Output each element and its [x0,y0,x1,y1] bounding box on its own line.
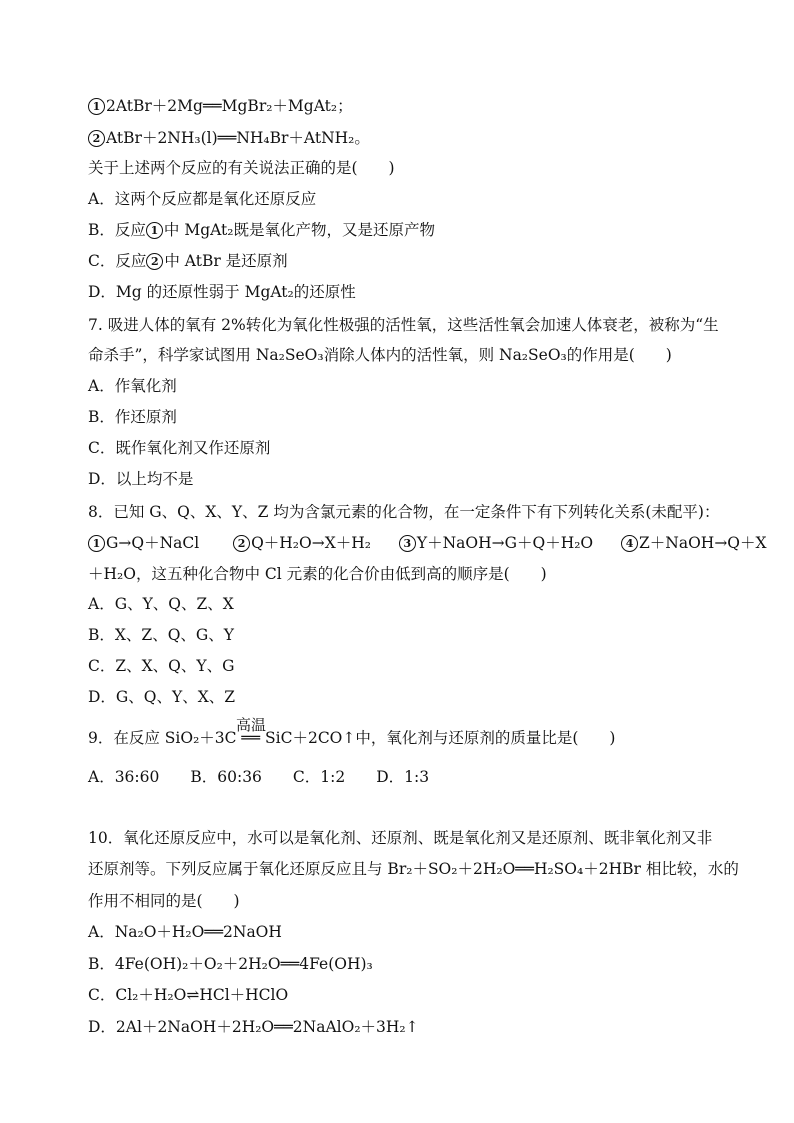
circled-number-1: 1 [88,535,105,552]
q7-option-a: A．作氧化剂 [88,377,177,395]
q6-option-b-pre: B．反应 [88,221,146,239]
q7-line-2: 命杀手”，科学家试图用 Na₂SeO₃消除人体内的活性氧，则 Na₂SeO₃的作用是( ) [88,346,672,364]
q6-option-c-pre: C．反应 [88,252,147,270]
q10-option-a: A．Na₂O＋H₂O══2NaOH [88,923,282,941]
q8-option-a: A．G、Y、Q、Z、X [88,595,234,613]
q8-option-d: D．G、Q、Y、X、Z [88,688,236,706]
circled-number-2: 2 [233,535,250,552]
q7-line-1: 7. 吸进人体的氧有 2%转化为氧化性极强的活性氧，这些活性氧会加速人体衰老，被称为“生 [88,316,719,334]
q7-option-c: C．既作氧化剂又作还原剂 [88,439,271,457]
q6-option-a: A．这两个反应都是氧化还原反应 [88,190,317,208]
q7-option-b: B．作还原剂 [88,408,177,426]
q8-reaction-3: Y＋NaOH→G＋Q＋H₂O [416,534,594,552]
q9-reaction-condition: 高温 [236,716,267,734]
q6-option-c-post: 中 AtBr 是还原剂 [164,252,288,270]
q8-line-1: 8．已知 G、Q、X、Y、Z 均为含氯元素的化合物，在一定条件下有下列转化关系(未配平)： [88,503,720,521]
reaction-1 [88,96,353,116]
q9-options: A．36:60 B．60:36 C．1:2 D．1:3 [88,768,430,786]
circled-number-3: 3 [399,535,416,552]
reaction-1-text: 2AtBr＋2Mg══MgBr₂＋MgAt₂； [106,97,353,115]
q8-reactions [88,533,767,553]
q10-line-3: 作用不相同的是( ) [88,892,240,910]
circled-number-2: 2 [146,253,163,270]
q9-stem: 9．在反应 SiO₂＋3C ══ SiC＋2CO↑中，氧化剂与还原剂的质量比是( ) [88,729,616,747]
q10-line-1: 10．氧化还原反应中，水可以是氧化剂、还原剂、既是氧化剂又是还原剂、既非氧化剂又非 [88,829,713,847]
q10-option-d: D．2Al＋2NaOH＋2H₂O══2NaAlO₂＋3H₂↑ [88,1018,419,1036]
q10-option-c: C．Cl₂＋H₂O⇌HCl＋HClO [88,986,289,1004]
q8-reaction-4: Z＋NaOH→Q＋X [639,534,767,552]
q6-option-b [88,220,435,240]
q6-option-b-post: 中 MgAt₂既是氧化产物，又是还原产物 [163,221,435,239]
circled-number-2: 2 [88,130,105,147]
q8-option-c: C．Z、X、Q、Y、G [88,657,235,675]
reaction-2-text: AtBr＋2NH₃(l)══NH₄Br＋AtNH₂。 [106,129,370,147]
q6-option-c [88,251,288,271]
circled-number-1: 1 [146,222,163,239]
q8-reaction-2: Q＋H₂O→X＋H₂ [251,534,371,552]
q8-option-b: B．X、Z、Q、G、Y [88,626,235,644]
circled-number-4: 4 [621,535,638,552]
q10-line-2: 还原剂等。下列反应属于氧化还原反应且与 Br₂＋SO₂＋2H₂O══H₂SO₄＋2HBr 相比较，水的 [88,860,739,878]
q6-option-d: D．Mg 的还原性弱于 MgAt₂的还原性 [88,283,356,301]
q7-option-d: D．以上均不是 [88,470,194,488]
q10-option-b: B．4Fe(OH)₂＋O₂＋2H₂O══4Fe(OH)₃ [88,955,373,973]
circled-number-1: 1 [88,98,105,115]
reaction-2 [88,128,370,148]
q8-line-3: ＋H₂O，这五种化合物中 Cl 元素的化合价由低到高的顺序是( ) [88,565,547,583]
q8-reaction-1: G→Q＋NaCl [106,534,200,552]
q6-stem: 关于上述两个反应的有关说法正确的是( ) [88,159,395,177]
